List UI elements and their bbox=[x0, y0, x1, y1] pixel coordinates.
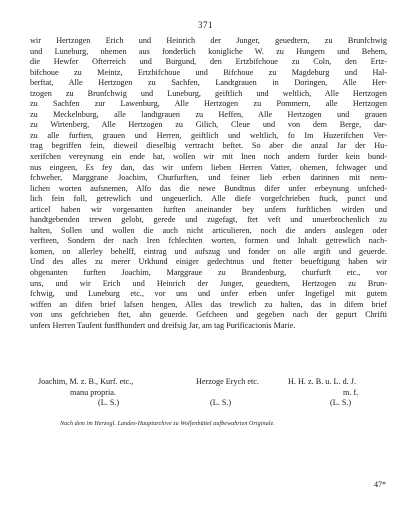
text-line: wir Hertzogen Erich und Heinrich der Junger, geuedtern, zu Brunfchwig bbox=[30, 36, 387, 45]
text-line: zu Wirtenberg, Alle Hertzogen zu Gilich, Cleue und von dem Berge, dar- bbox=[30, 120, 387, 130]
text-line: die Hewfer Ofterreich und Burgund, den Ertzbifchoue zu Coln, den Ertz- bbox=[30, 57, 387, 67]
text-line: von uns gefchrieben ftet, ahn geuerde. Gefcheen und gegeben nach der gepurt Chrifti bbox=[30, 310, 387, 320]
text-line: xerifchen vereynung ein ende hat, wollen wir mit Inen noch andern furder kein bund- bbox=[30, 152, 387, 162]
text-line: berftat, Alle Hertzogen zu Sachfen, Landtgrauen in Doringen, Alle Her- bbox=[30, 78, 387, 88]
document-body bbox=[30, 36, 387, 331]
signature-heinrich: H. H. z. B. u. L. d. J. bbox=[288, 377, 356, 386]
text-line: fchweher, Marggrane Joachim, Churfurften, und feiner lieb erben darinnen mit nem- bbox=[30, 173, 387, 183]
seal-3: (L. S.) bbox=[330, 398, 352, 408]
source-footnote: Nach dem im Herzogl. Landes-Hauptarchive zu Wolfenbüttel aufbewahrten Originale. bbox=[60, 421, 275, 427]
text-line: Und des alles zu merer Urkhund einiger gedechtnus und ftetter beueftigung haben wir bbox=[30, 257, 387, 267]
page-number: 371 bbox=[198, 20, 213, 30]
signature-note-mf: m. f. bbox=[343, 387, 359, 397]
text-line: bifchoue zu Meintz, Ertzbifchoue und Bifchoue zu Magdeburg und Hal- bbox=[30, 67, 387, 77]
text-line: trag begriffen fein, dieweil dieselbig vertracht beftet. So aber die anzal Jar der Hu- bbox=[30, 141, 387, 151]
signature-row-notes bbox=[30, 388, 387, 399]
text-line: fchwig, und Luneburg etc., vor uns und unfer erben unfer Ingefigel mit gutem bbox=[30, 289, 387, 299]
text-line: articel haben wir vorgenanten furften aneinander bey unfern furftlichen wirden und bbox=[30, 204, 387, 214]
text-line: handtgebenden trewen gelobt, gerede und zugefagt, ftet veft und unuerbrochenlich zu bbox=[30, 215, 387, 225]
seal-1: (L. S.) bbox=[98, 398, 120, 408]
text-line: halten, Sollen und wollen die auch nicht articulieren, noch die anders auslegen oder bbox=[30, 225, 387, 235]
text-line: lich fein foll, getrewlich und ungeuerlich. Alle diefe vorgefchrieben ftuck, punct und bbox=[30, 194, 387, 204]
text-line: uns, und wir Erich und Heinrich der Junger, geuedtern, Hertzogen zu Brun- bbox=[30, 278, 387, 288]
text-line: verfteen, Sondern der nach Iren fchlechten worten, formen und Inhalt getrewlich nach- bbox=[30, 236, 387, 246]
printer-signature-mark: 47* bbox=[374, 480, 386, 489]
text-line: tzogen zu Brunfchwig und Luneburg, geiftlich und weltlich, Alle Hertzogen bbox=[30, 88, 387, 98]
text-line: lichen worten aufsnemen, Alfo das die newe Bundtnus difer unfer erbeynung unfched- bbox=[30, 183, 387, 193]
signature-row-names bbox=[30, 377, 387, 388]
text-line: zu Sachfen zur Lawenburg, Alle Hertzogen zu Pommern, alle Hertzogen bbox=[30, 99, 387, 109]
seal-2: (L. S.) bbox=[210, 398, 232, 408]
signature-joachim: Joachim, M. z. B., Kurf. etc., bbox=[38, 377, 134, 386]
text-line: obgenanten furften Joachim, Marggraue zu Brandenburg, churfurft etc., vor bbox=[30, 268, 387, 278]
signature-block bbox=[30, 377, 387, 409]
text-line: und Luneburg, nhemen aus fonderlich konigliche W. zu Hungern und Behem, bbox=[30, 46, 387, 56]
signature-note-manu-propria: manu propria. bbox=[70, 387, 116, 397]
signature-row-seals bbox=[30, 398, 387, 409]
signature-erych: Herzoge Erych etc. bbox=[196, 377, 259, 386]
text-line: zu Meckelnburg, alle landtgrauen zu Heffen, Alle Hertzogen und grauen bbox=[30, 109, 387, 119]
text-line: zu alle furften, grauen und Herren, geiftlich und weltlich, fo Im Huzerifchen Ver- bbox=[30, 130, 387, 140]
text-line: unfers Herren Taufent funffhundert und dreifsig Jar, am tag Purificacionis Marie. bbox=[30, 320, 296, 330]
text-line: nus eingeen, Es fey dan, das wir unfern lieben Herren Vatter, ohemen, fchwager und bbox=[30, 162, 387, 172]
text-line: wiffen an difen brief lafsen hengen, Alles das trewlich zu halten, das in difem brief bbox=[30, 299, 387, 309]
text-line: komen, on allerley behelff, eintrag und aufszug und fonder on alle argift und geuerde. bbox=[30, 246, 387, 256]
